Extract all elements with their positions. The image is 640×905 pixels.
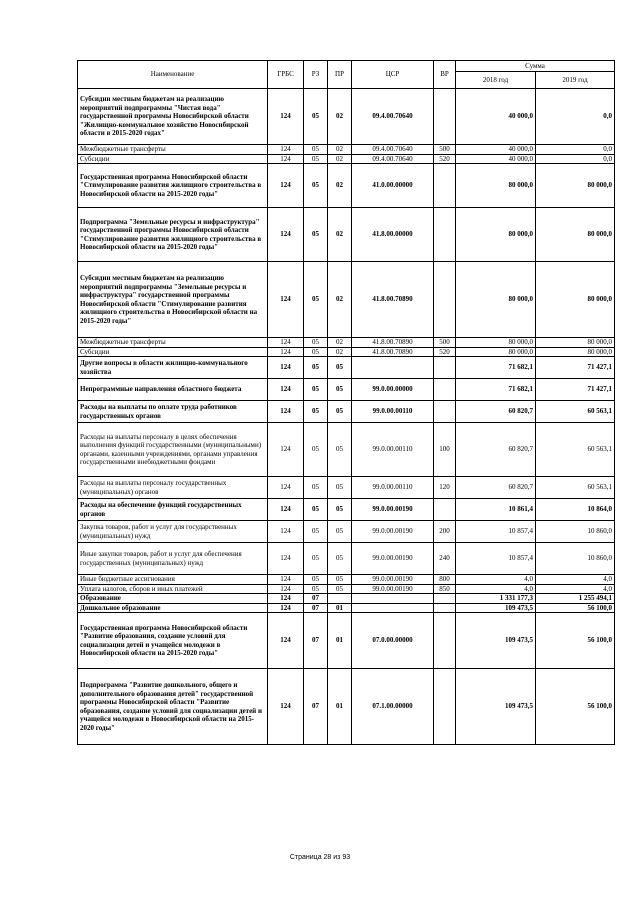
row-vr [434,379,456,401]
row-amount-2018: 109 473,5 [456,613,536,669]
row-rz: 05 [304,379,328,401]
row-amount-2018: 71 682,1 [456,379,536,401]
row-grbs: 124 [268,499,304,521]
row-amount-2019: 4,0 [536,575,615,585]
row-pr: 01 [328,603,352,613]
row-name: Государственная программа Новосибирской области "Развитие образования, создание условий для социализации детей и учащейся молодежи в Новосибирской области на 2015-2020 годы" [78,613,268,669]
row-name: Субсидии местным бюджетам на реализацию мероприятий подпрограммы "Чистая вода" государственной программы Новосибирской области "Жилищно-коммунальное хозяйство Новосибирской области в 2015-2020 годах" [78,89,268,145]
row-name: Расходы на выплаты персоналу в целях обеспечения выполнения функций государственными (муниципальными) органами, казенными учреждениями, органами управления государственными внебюджетными фондами [78,423,268,477]
table-body [78,89,615,745]
row-vr: 120 [434,477,456,499]
table-row [78,89,615,145]
row-rz: 05 [304,262,328,338]
row-csr: 99.0.00.00000 [352,379,434,401]
row-grbs: 124 [268,379,304,401]
row-pr: 05 [328,379,352,401]
row-grbs: 124 [268,584,304,594]
row-amount-2018: 10 857,4 [456,543,536,575]
table-row [78,154,615,164]
row-amount-2018: 60 820,7 [456,423,536,477]
row-pr: 02 [328,154,352,164]
row-vr: 200 [434,521,456,543]
header-sum: Сумма [456,61,615,72]
row-amount-2019: 80 000,0 [536,262,615,338]
row-pr: 02 [328,208,352,262]
row-amount-2019: 10 860,0 [536,543,615,575]
row-rz: 05 [304,401,328,423]
row-amount-2019: 0,0 [536,145,615,155]
row-amount-2018: 10 857,4 [456,521,536,543]
row-amount-2019: 1 255 494,1 [536,594,615,604]
row-pr: 05 [328,575,352,585]
row-name: Государственная программа Новосибирской области "Стимулирование развития жилищного строительства в Новосибирской области на 2015-2020 годы" [78,164,268,208]
row-pr: 05 [328,521,352,543]
row-rz: 05 [304,543,328,575]
table-row [78,584,615,594]
row-name: Подпрограмма "Земельные ресурсы и инфраструктура" государственной программы Новосибирской области "Стимулирование развития жилищного строительства в Новосибирской области на 2015-2020 годы" [78,208,268,262]
row-amount-2018: 109 473,5 [456,603,536,613]
row-vr [434,357,456,379]
row-grbs: 124 [268,603,304,613]
row-name: Межбюджетные трансферты [78,338,268,348]
header-name: Наименование [78,61,268,89]
row-name: Иные закупки товаров, работ и услуг для обеспечения государственных (муниципальных) нужд [78,543,268,575]
row-csr: 41.0.00.00000 [352,164,434,208]
row-grbs: 124 [268,89,304,145]
header-grbs: ГРБС [268,61,304,89]
row-rz: 07 [304,594,328,604]
table-row [78,521,615,543]
row-rz: 05 [304,154,328,164]
table-row [78,208,615,262]
row-vr [434,401,456,423]
row-amount-2019: 4,0 [536,584,615,594]
row-name: Иные бюджетные ассигнования [78,575,268,585]
row-rz: 05 [304,584,328,594]
table-row [78,613,615,669]
row-amount-2019: 56 100,0 [536,669,615,745]
row-vr [434,262,456,338]
row-grbs: 124 [268,338,304,348]
row-name: Уплата налогов, сборов и иных платежей [78,584,268,594]
row-pr: 02 [328,338,352,348]
row-vr: 520 [434,347,456,357]
row-amount-2019: 0,0 [536,154,615,164]
row-pr [328,594,352,604]
row-pr: 02 [328,145,352,155]
row-amount-2019: 80 000,0 [536,338,615,348]
budget-table [77,60,615,745]
row-rz: 05 [304,145,328,155]
table-row [78,594,615,604]
row-csr: 99.0.00.00190 [352,499,434,521]
row-vr: 100 [434,423,456,477]
row-rz: 05 [304,89,328,145]
row-pr: 05 [328,357,352,379]
header-year-2019: 2019 год [536,72,615,89]
row-csr: 41.8.00.70890 [352,262,434,338]
row-vr: 850 [434,584,456,594]
row-vr: 800 [434,575,456,585]
row-pr: 02 [328,347,352,357]
row-amount-2018: 60 820,7 [456,477,536,499]
row-csr [352,357,434,379]
row-name: Межбюджетные трансферты [78,145,268,155]
row-name: Образование [78,594,268,604]
table-row [78,347,615,357]
row-pr: 05 [328,543,352,575]
table-row [78,477,615,499]
row-grbs: 124 [268,401,304,423]
row-name: Непрограммные направления областного бюджета [78,379,268,401]
row-amount-2019: 0,0 [536,89,615,145]
row-csr: 99.0.00.00190 [352,575,434,585]
row-csr: 99.0.00.00190 [352,584,434,594]
table-row [78,379,615,401]
row-csr: 09.4.00.70640 [352,89,434,145]
row-vr [434,89,456,145]
row-amount-2018: 80 000,0 [456,208,536,262]
row-csr: 09.4.00.70640 [352,145,434,155]
row-amount-2019: 80 000,0 [536,208,615,262]
row-grbs: 124 [268,357,304,379]
row-name: Расходы на выплаты персоналу государственных (муниципальных) органов [78,477,268,499]
row-csr: 99.0.00.00110 [352,477,434,499]
row-amount-2019: 60 563,1 [536,401,615,423]
table-row [78,543,615,575]
row-amount-2019: 56 100,0 [536,603,615,613]
row-pr: 02 [328,89,352,145]
row-name: Дошкольное образование [78,603,268,613]
header-pr: ПР [328,61,352,89]
row-name: Закупка товаров, работ и услуг для государственных (муниципальных) нужд [78,521,268,543]
table-row [78,145,615,155]
row-grbs: 124 [268,154,304,164]
row-rz: 05 [304,575,328,585]
header-year-2018: 2018 год [456,72,536,89]
row-rz: 05 [304,338,328,348]
row-rz: 05 [304,521,328,543]
header-vr: ВР [434,61,456,89]
row-csr: 41.8.00.70890 [352,347,434,357]
row-amount-2018: 71 682,1 [456,357,536,379]
row-csr: 41.8.00.00000 [352,208,434,262]
row-amount-2018: 80 000,0 [456,262,536,338]
table-row [78,669,615,745]
row-rz: 05 [304,423,328,477]
row-amount-2018: 40 000,0 [456,154,536,164]
row-grbs: 124 [268,164,304,208]
row-csr: 99.0.00.00110 [352,423,434,477]
row-vr [434,499,456,521]
row-amount-2018: 4,0 [456,584,536,594]
row-rz: 05 [304,357,328,379]
table-row [78,164,615,208]
row-grbs: 124 [268,543,304,575]
table-row [78,603,615,613]
row-name: Расходы на обеспечение функций государственных органов [78,499,268,521]
row-pr: 05 [328,423,352,477]
row-amount-2019: 80 000,0 [536,164,615,208]
row-vr [434,603,456,613]
row-vr [434,613,456,669]
row-pr: 02 [328,164,352,208]
page-footer: Страница 28 из 93 [289,854,351,861]
row-csr: 99.0.00.00190 [352,543,434,575]
row-pr: 05 [328,477,352,499]
row-amount-2018: 1 331 177,3 [456,594,536,604]
row-amount-2018: 40 000,0 [456,145,536,155]
row-amount-2019: 60 563,1 [536,477,615,499]
row-grbs: 124 [268,423,304,477]
row-csr: 99.0.00.00110 [352,401,434,423]
row-vr: 520 [434,154,456,164]
row-rz: 07 [304,603,328,613]
row-rz: 05 [304,208,328,262]
row-amount-2018: 40 000,0 [456,89,536,145]
table-row [78,401,615,423]
row-pr: 05 [328,584,352,594]
row-vr [434,208,456,262]
row-grbs: 124 [268,669,304,745]
row-grbs: 124 [268,594,304,604]
table-row [78,338,615,348]
row-grbs: 124 [268,575,304,585]
table-row [78,357,615,379]
row-csr: 99.0.00.00190 [352,521,434,543]
row-csr [352,603,434,613]
row-amount-2019: 80 000,0 [536,347,615,357]
row-vr [434,164,456,208]
row-pr: 02 [328,262,352,338]
header-rz: РЗ [304,61,328,89]
row-vr [434,669,456,745]
row-amount-2019: 71 427,1 [536,379,615,401]
row-amount-2019: 60 563,1 [536,423,615,477]
row-name: Другие вопросы в области жилищно-коммунального хозяйства [78,357,268,379]
row-grbs: 124 [268,262,304,338]
row-rz: 07 [304,613,328,669]
row-grbs: 124 [268,613,304,669]
row-rz: 05 [304,164,328,208]
row-amount-2019: 56 100,0 [536,613,615,669]
row-name: Подпрограмма "Развитие дошкольного, общего и дополнительного образования детей" государственной программы Новосибирской области "Развитие образования, создание условий для социализации детей и учащейся молодежи в Новосибирской области на 2015-2020 годы" [78,669,268,745]
row-name: Субсидии [78,154,268,164]
row-name: Субсидии местным бюджетам на реализацию мероприятий подпрограммы "Земельные ресурсы и инфраструктура" государственной программы Новосибирской области "Стимулирование развития жилищного строительства в Новосибирской области на 2015-2020 годы" [78,262,268,338]
table-row [78,262,615,338]
row-rz: 07 [304,669,328,745]
header-csr: ЦСР [352,61,434,89]
row-csr: 41.8.00.70890 [352,338,434,348]
row-vr: 500 [434,338,456,348]
row-amount-2019: 10 860,0 [536,521,615,543]
row-grbs: 124 [268,145,304,155]
row-amount-2018: 60 820,7 [456,401,536,423]
row-pr: 01 [328,669,352,745]
row-amount-2018: 80 000,0 [456,164,536,208]
row-grbs: 124 [268,208,304,262]
row-grbs: 124 [268,477,304,499]
row-rz: 05 [304,477,328,499]
row-csr: 07.0.00.00000 [352,613,434,669]
row-amount-2019: 71 427,1 [536,357,615,379]
table-row [78,499,615,521]
row-csr [352,594,434,604]
row-amount-2018: 10 861,4 [456,499,536,521]
table-row [78,423,615,477]
row-vr [434,594,456,604]
row-pr: 01 [328,613,352,669]
row-grbs: 124 [268,347,304,357]
row-grbs: 124 [268,521,304,543]
row-csr: 09.4.00.70640 [352,154,434,164]
row-amount-2018: 109 473,5 [456,669,536,745]
row-amount-2019: 10 864,0 [536,499,615,521]
row-amount-2018: 80 000,0 [456,347,536,357]
row-amount-2018: 80 000,0 [456,338,536,348]
table-row [78,575,615,585]
row-rz: 05 [304,347,328,357]
row-csr: 07.1.00.00000 [352,669,434,745]
row-pr: 05 [328,499,352,521]
row-vr: 240 [434,543,456,575]
row-amount-2018: 4,0 [456,575,536,585]
row-name: Субсидии [78,347,268,357]
row-name: Расходы на выплаты по оплате труда работников государственных органов [78,401,268,423]
row-pr: 05 [328,401,352,423]
row-rz: 05 [304,499,328,521]
row-vr: 500 [434,145,456,155]
